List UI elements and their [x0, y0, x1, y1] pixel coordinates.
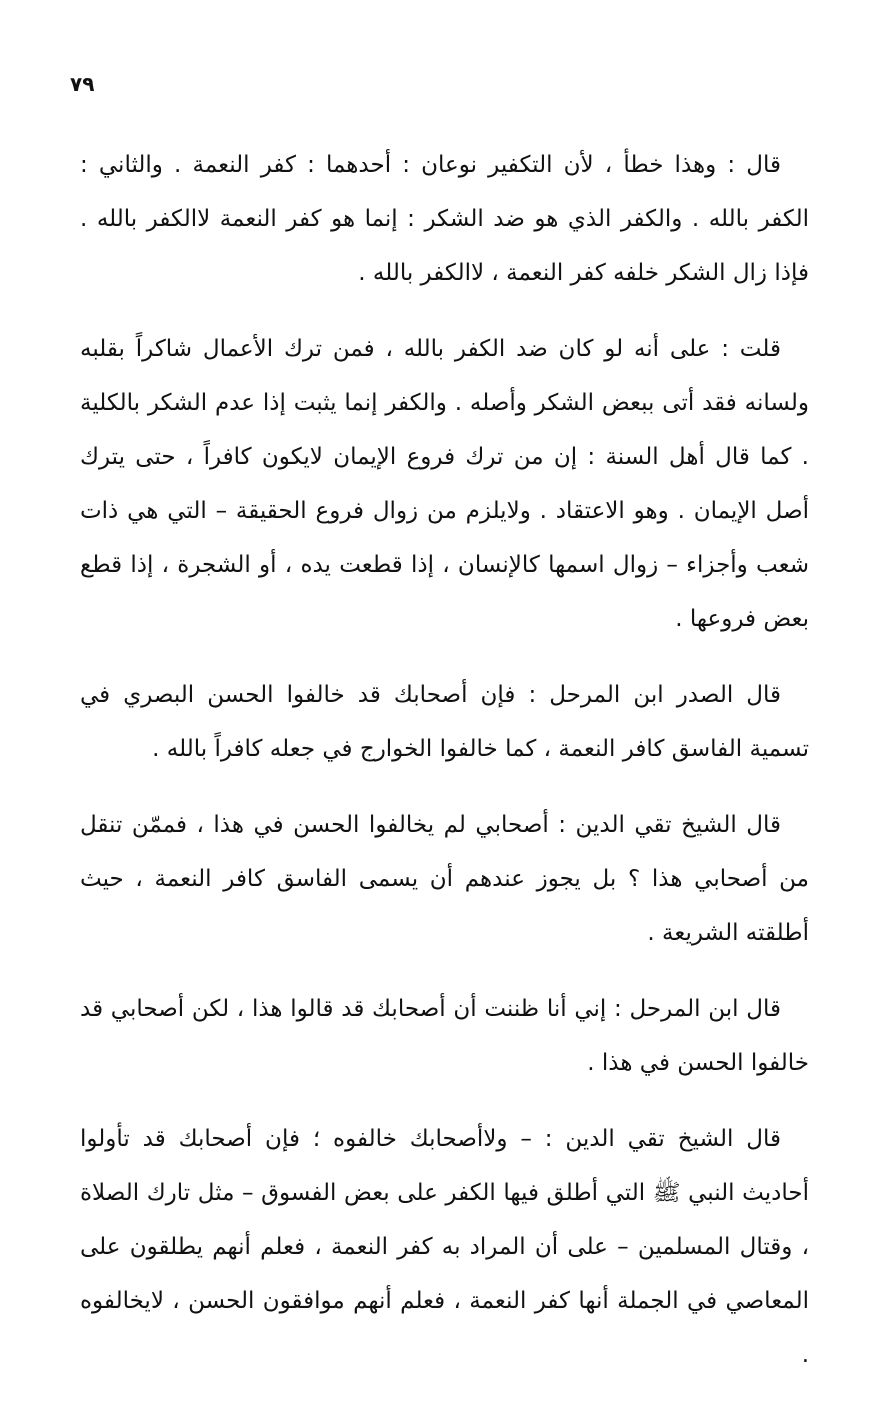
- paragraph-3: قال الصدر ابن المرحل : فإن أصحابك قد خالفوا الحسن البصري في تسمية الفاسق كافر النعمة ، كما خالفوا الخوارج في جعله كافراً بالله .: [80, 682, 809, 762]
- paragraph-2: قلت : على أنه لو كان ضد الكفر بالله ، فمن ترك الأعمال شاكراً بقلبه ولسانه فقد أتى ببعض الشكر وأصله . والكفر إنما يثبت إذا عدم الشكر بالكلية . كما قال أهل السنة : إن من ترك فروع الإيمان لايكون كافراً ، حتى يترك أصل الإيمان . وهو الاعتقاد . ولايلزم من زوال فروع الحقيقة – التي هي ذات شعب وأجزاء – زوال اسمها كالإنسان ، إذا قطعت يده ، أو الشجرة ، إذا قطع بعض فروعها .: [80, 336, 809, 632]
- paragraph-1: قال : وهذا خطأ ، لأن التكفير نوعان : أحدهما : كفر النعمة . والثاني : الكفر بالله . والكفر الذي هو ضد الشكر : إنما هو كفر النعمة لاالكفر بالله . فإذا زال الشكر خلفه كفر النعمة ، لاالكفر بالله .: [80, 152, 809, 286]
- paragraph-4: قال الشيخ تقي الدين : أصحابي لم يخالفوا الحسن في هذا ، فممّن تنقل من أصحابي هذا ؟ بل يجوز عندهم أن يسمى الفاسق كافر النعمة ، حيث أطلقته الشريعة .: [80, 812, 809, 946]
- paragraph-5: قال ابن المرحل : إني أنا ظننت أن أصحابك قد قالوا هذا ، لكن أصحابي قد خالفوا الحسن في هذا .: [80, 996, 809, 1076]
- paragraph-6: قال الشيخ تقي الدين : – ولاأصحابك خالفوه ؛ فإن أصحابك قد تأولوا أحاديث النبي ﷺ التي أطلق فيها الكفر على بعض الفسوق – مثل تارك الصلاة ، وقتال المسلمين – على أن المراد به كفر النعمة ، فعلم أنهم يطلقون على المعاصي في الجملة أنها كفر النعمة ، فعلم أنهم موافقون الحسن ، لايخالفوه .: [80, 1126, 809, 1368]
- page-number: ٧٩: [70, 72, 95, 96]
- page-body: [80, 138, 809, 1404]
